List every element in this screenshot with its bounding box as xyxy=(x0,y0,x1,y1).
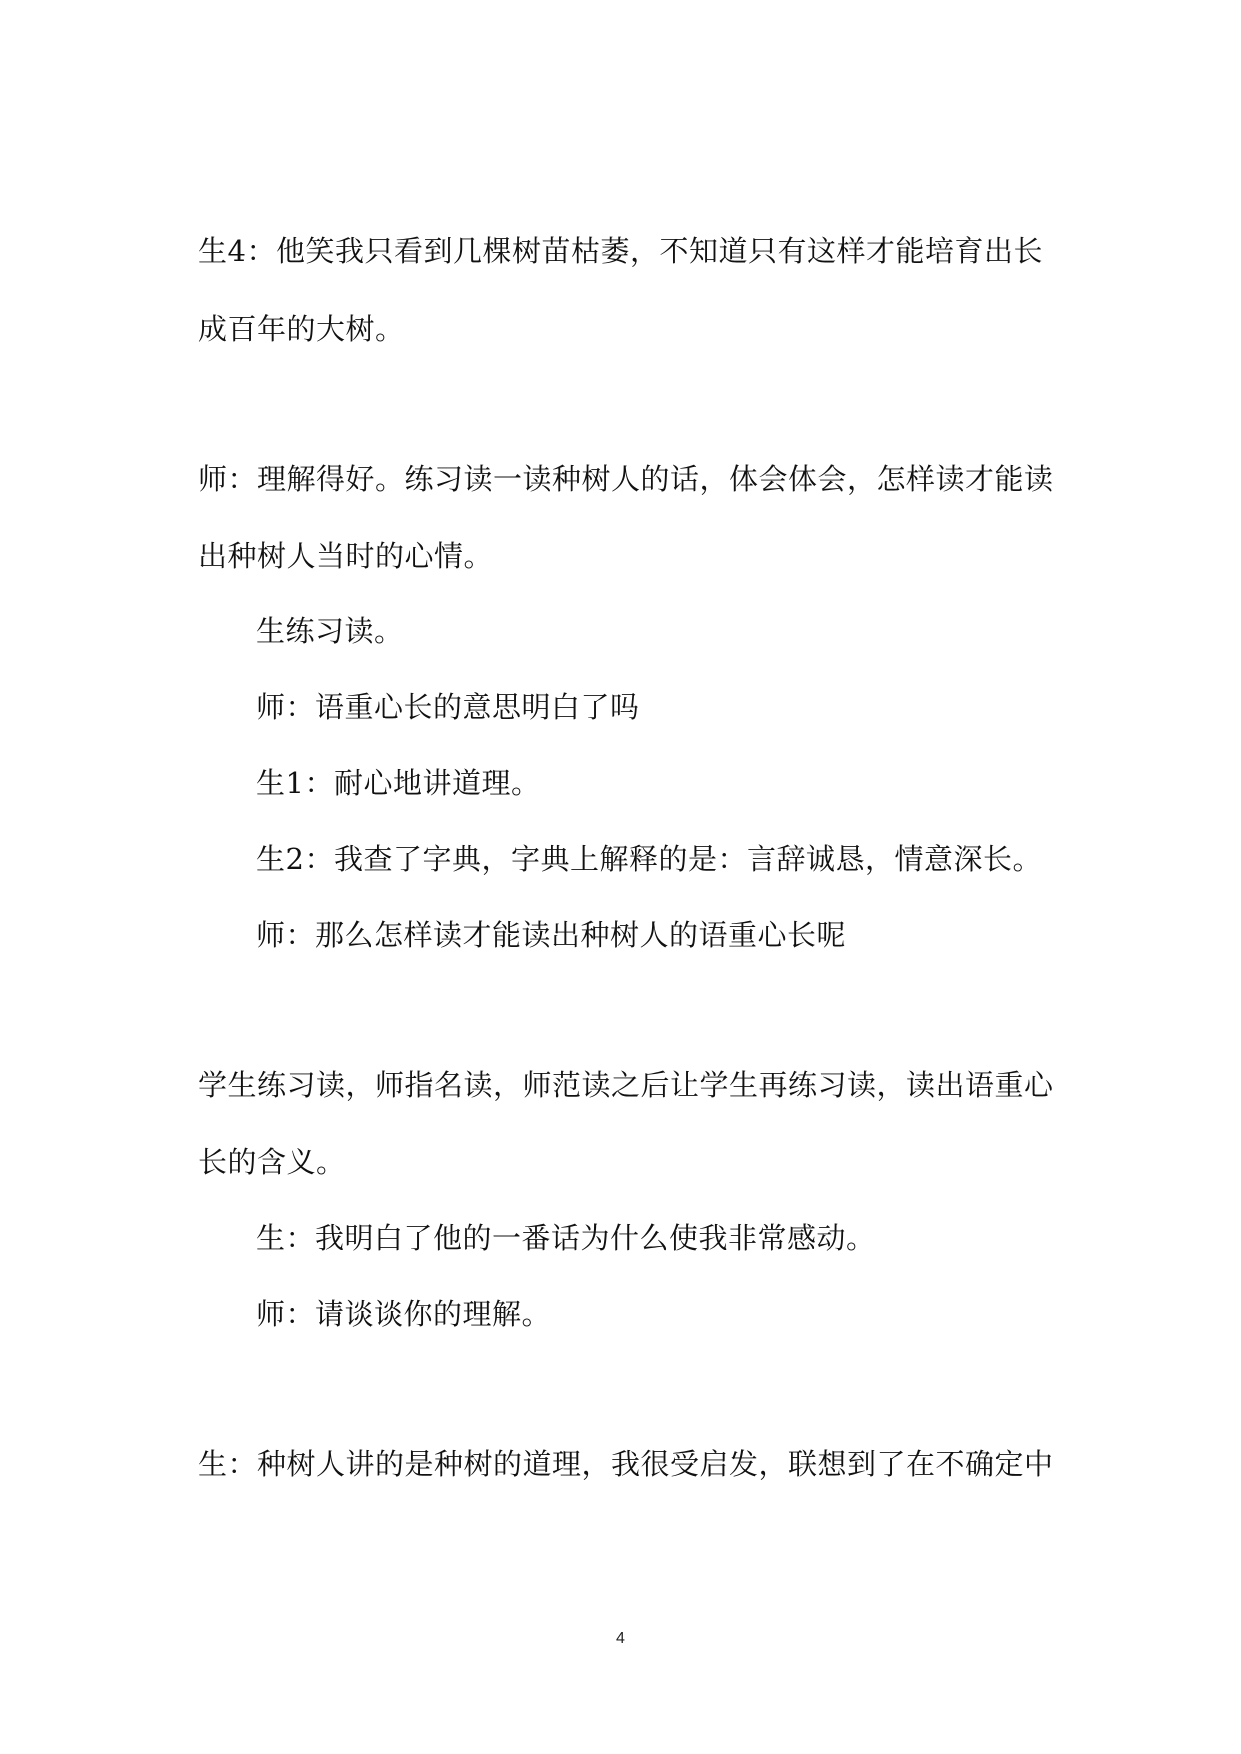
text-line: 出种树人当时的心情。 xyxy=(198,539,494,573)
text-line: 师：理解得好。练习读一读种树人的话，体会体会，怎样读才能读 xyxy=(198,462,1054,496)
text-line: 师：请谈谈你的理解。 xyxy=(256,1297,552,1331)
page-number: 4 xyxy=(616,1630,625,1647)
text-line: 生2：我查了字典，字典上解释的是：言辞诚恳，情意深长。 xyxy=(256,842,1042,876)
text-line: 师：那么怎样读才能读出种树人的语重心长呢 xyxy=(256,918,847,952)
text-line: 生练习读。 xyxy=(256,614,404,648)
text-line: 生：我明白了他的一番话为什么使我非常感动。 xyxy=(256,1221,876,1255)
text-line: 成百年的大树。 xyxy=(198,312,405,346)
text-line: 长的含义。 xyxy=(198,1145,346,1179)
text-line: 生4：他笑我只看到几棵树苗枯萎，不知道只有这样才能培育出长 xyxy=(198,234,1043,268)
text-line: 生1：耐心地讲道理。 xyxy=(256,766,541,800)
text-line: 生：种树人讲的是种树的道理，我很受启发，联想到了在不确定中 xyxy=(198,1447,1054,1481)
text-line: 师：语重心长的意思明白了吗 xyxy=(256,690,640,724)
text-line: 学生练习读，师指名读，师范读之后让学生再练习读，读出语重心 xyxy=(198,1068,1054,1102)
